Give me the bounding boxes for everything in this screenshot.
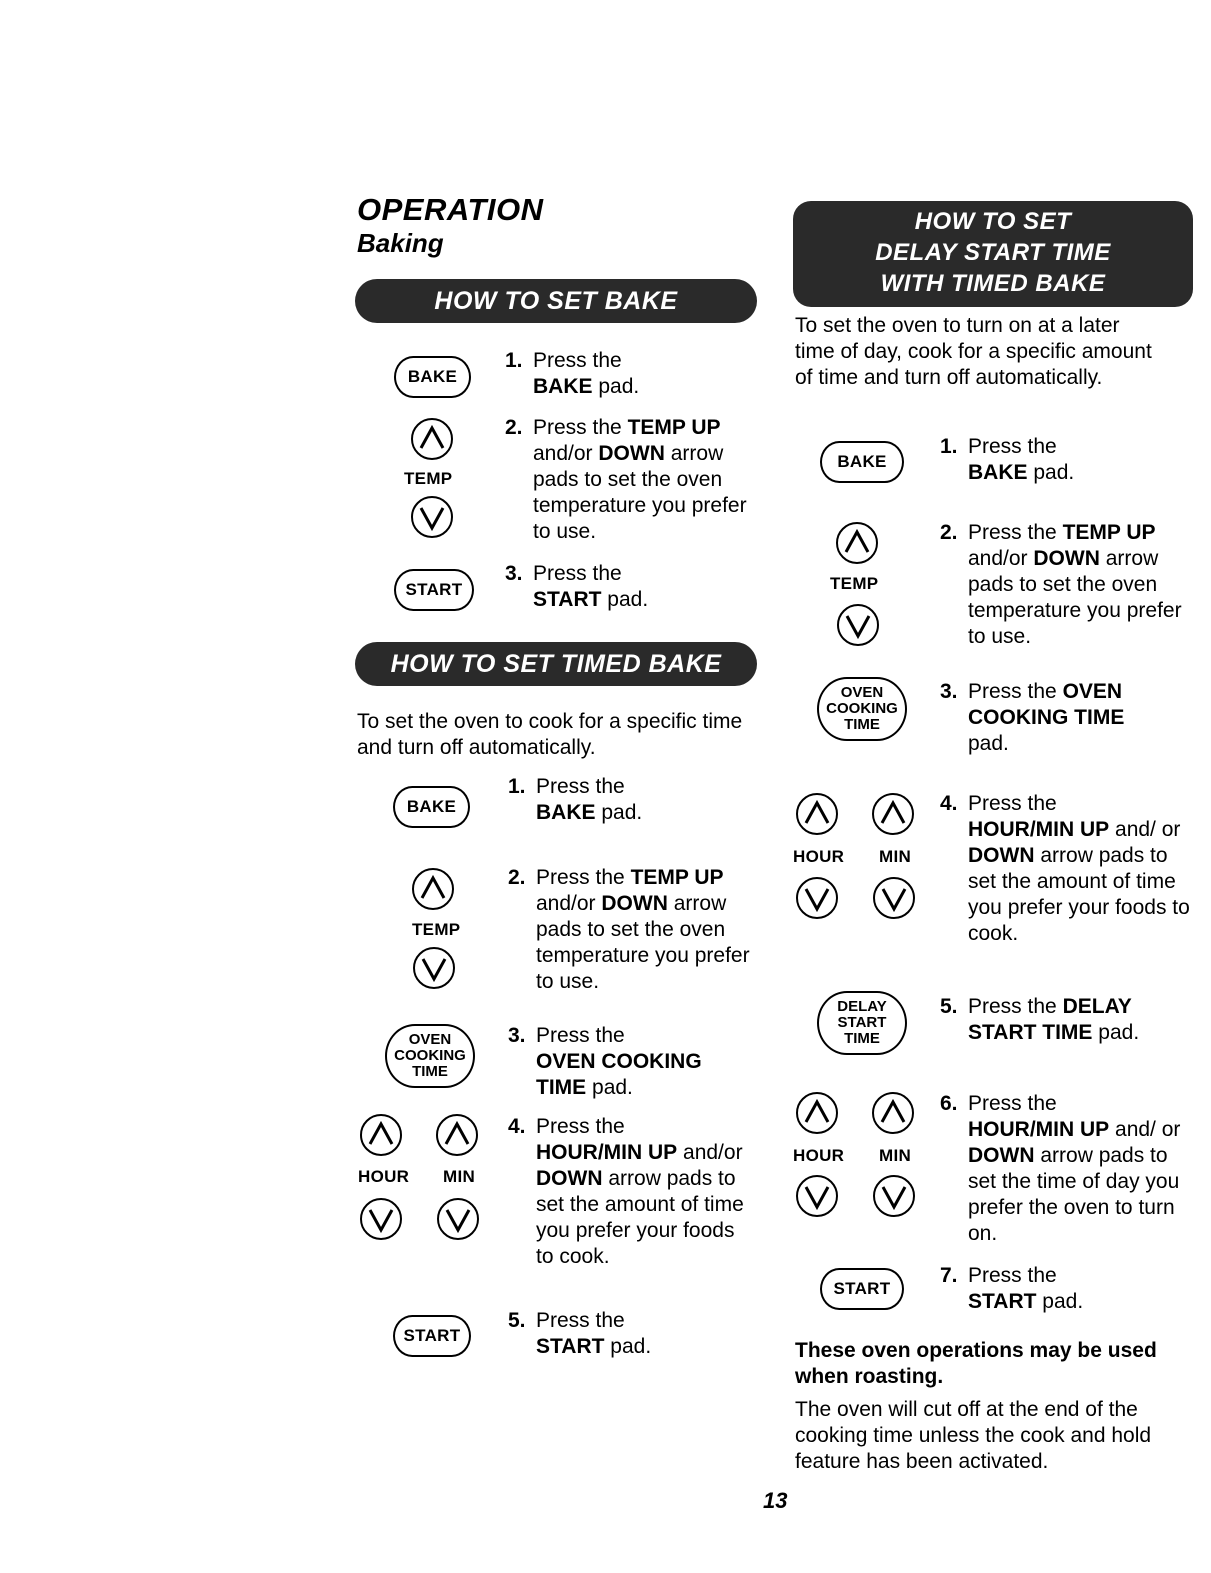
step-number: 2. — [508, 866, 526, 889]
step-post: pad. — [1042, 1290, 1084, 1313]
step-number: 5. — [940, 995, 958, 1018]
step-strong: DELAY START TIME — [968, 995, 1132, 1044]
delay-start-intro: To set the oven to turn on at a later time of day, cook for a specific amount of time and turn off automatically. — [795, 314, 1152, 389]
temp-up-arrow-icon — [411, 418, 453, 460]
timed-bake-banner: HOW TO SET TIMED BAKE — [355, 642, 757, 686]
step-number: 7. — [940, 1264, 958, 1287]
pad-line: TIME — [412, 1063, 448, 1080]
bake-pad-icon: BAKE — [820, 441, 904, 483]
step-strong-1: TEMP UP — [1062, 521, 1156, 544]
temp-label: TEMP — [404, 469, 453, 488]
step-pre: Press the — [536, 1115, 625, 1138]
hour-up-arrow-icon — [796, 1092, 838, 1134]
banner-line: WITH TIMED BAKE — [880, 270, 1106, 297]
min-down-arrow-icon — [873, 877, 915, 919]
timed-bake-step-5 — [508, 1308, 753, 1360]
step-post: arrow pads to set the oven temperature you prefer to use. — [533, 442, 747, 543]
timed-bake-step-1 — [508, 774, 758, 826]
step-number: 5. — [508, 1309, 526, 1332]
temp-down-arrow-icon — [411, 496, 453, 538]
step-strong: BAKE — [533, 375, 593, 398]
hour-label: HOUR — [793, 1146, 845, 1165]
step-pre: Press the — [536, 775, 625, 798]
hour-down-arrow-icon — [796, 877, 838, 919]
step-strong: START — [536, 1335, 605, 1358]
start-pad-icon: START — [393, 1315, 471, 1357]
oven-cooking-time-pad-icon — [385, 1024, 475, 1088]
set-bake-step-1 — [505, 348, 760, 400]
min-up-arrow-icon — [872, 1092, 914, 1134]
step-post: arrow pads to set the oven temperature you prefer to use. — [968, 547, 1182, 648]
step-number: 4. — [508, 1115, 526, 1138]
set-bake-step-2 — [505, 415, 750, 545]
set-bake-banner: HOW TO SET BAKE — [355, 279, 757, 323]
step-strong-2: DOWN — [601, 892, 668, 915]
min-down-arrow-icon — [873, 1175, 915, 1217]
step-strong-1: HOUR/MIN UP — [536, 1141, 678, 1164]
delay-start-step-3 — [940, 679, 1160, 757]
step-mid: and/or — [968, 547, 1028, 570]
pad-line: DELAY — [837, 998, 887, 1015]
step-strong-1: TEMP UP — [630, 866, 724, 889]
section-title: OPERATION — [357, 192, 544, 227]
delay-start-step-4 — [940, 791, 1190, 947]
temp-down-arrow-icon — [413, 947, 455, 989]
pad-line: TIME — [844, 1030, 880, 1047]
step-pre: Press the — [533, 416, 622, 439]
step-number: 1. — [508, 775, 526, 798]
step-post: pad. — [1098, 1021, 1140, 1044]
step-pre: Press the — [533, 349, 622, 372]
step-mid: and/or — [683, 1141, 743, 1164]
step-pre: Press the — [533, 562, 622, 585]
step-number: 3. — [508, 1024, 526, 1047]
step-number: 1. — [940, 435, 958, 458]
step-number: 4. — [940, 792, 958, 815]
temp-up-arrow-icon — [412, 868, 454, 910]
timed-bake-step-4 — [508, 1114, 753, 1270]
step-post: pad. — [592, 1076, 633, 1099]
roasting-note-title: These oven operations may be used when roasting. — [795, 1339, 1157, 1388]
temp-up-arrow-icon — [836, 522, 878, 564]
step-strong: OVEN COOKING TIME — [968, 680, 1125, 729]
step-post: arrow pads to set the time of day you prefer the oven to turn on. — [968, 1144, 1180, 1245]
pad-line: OVEN — [840, 684, 884, 701]
step-number: 1. — [505, 349, 523, 372]
step-strong: BAKE — [968, 461, 1028, 484]
banner-line: HOW TO SET — [914, 208, 1072, 235]
min-up-arrow-icon — [436, 1114, 478, 1156]
min-down-arrow-icon — [437, 1198, 479, 1240]
step-strong-2: DOWN — [536, 1167, 603, 1190]
min-label: MIN — [879, 847, 912, 866]
delay-start-banner — [793, 201, 1193, 307]
delay-start-step-6 — [940, 1091, 1190, 1247]
delay-start-step-2 — [940, 520, 1190, 650]
step-post: pad. — [598, 375, 640, 398]
min-label: MIN — [443, 1167, 476, 1186]
timed-bake-step-3 — [508, 1023, 753, 1101]
step-pre: Press the — [968, 680, 1057, 703]
banner-line: DELAY START TIME — [875, 239, 1111, 266]
step-post: arrow pads to set the oven temperature you prefer to use. — [536, 892, 750, 993]
pad-line: START — [837, 1014, 887, 1031]
temp-label: TEMP — [830, 574, 879, 593]
step-strong-2: DOWN — [968, 1144, 1035, 1167]
hour-down-arrow-icon — [796, 1175, 838, 1217]
page-number: 13 — [763, 1488, 788, 1513]
step-mid: and/ or — [1115, 1118, 1181, 1141]
step-strong-2: DOWN — [1033, 547, 1100, 570]
start-pad-icon: START — [820, 1268, 904, 1310]
step-number: 3. — [940, 680, 958, 703]
step-strong-1: HOUR/MIN UP — [968, 818, 1110, 841]
step-post: pad. — [607, 588, 649, 611]
step-post: arrow pads to set the amount of time you prefer your foods to cook. — [968, 844, 1190, 945]
step-pre: Press the — [536, 1309, 625, 1332]
temp-label: TEMP — [412, 920, 461, 939]
step-pre: Press the — [536, 866, 625, 889]
step-strong: BAKE — [536, 801, 596, 824]
pad-line: COOKING — [394, 1047, 466, 1064]
step-strong-2: DOWN — [968, 844, 1035, 867]
step-strong-2: DOWN — [598, 442, 665, 465]
step-post: pad. — [1033, 461, 1075, 484]
step-strong-1: HOUR/MIN UP — [968, 1118, 1110, 1141]
step-number: 2. — [940, 521, 958, 544]
step-number: 6. — [940, 1092, 958, 1115]
roasting-note-body: The oven will cut off at the end of the cooking time unless the cook and hold feature has been activated. — [795, 1398, 1152, 1473]
oven-cooking-time-pad-icon — [817, 677, 907, 741]
step-mid: and/ or — [1115, 818, 1181, 841]
step-strong: START — [968, 1290, 1037, 1313]
pad-line: TIME — [844, 716, 880, 733]
step-strong-1: TEMP UP — [627, 416, 721, 439]
timed-bake-step-2 — [508, 865, 753, 995]
min-label: MIN — [879, 1146, 912, 1165]
hour-up-arrow-icon — [360, 1114, 402, 1156]
hour-up-arrow-icon — [796, 793, 838, 835]
hour-label: HOUR — [793, 847, 845, 866]
min-up-arrow-icon — [872, 793, 914, 835]
step-mid: and/or — [533, 442, 593, 465]
step-mid: and/or — [536, 892, 596, 915]
step-post: pad. — [610, 1335, 652, 1358]
step-pre: Press the — [968, 1092, 1057, 1115]
bake-pad-icon: BAKE — [394, 356, 471, 398]
step-post: arrow pads to set the amount of time you prefer your foods to cook. — [536, 1167, 744, 1268]
set-bake-step-3 — [505, 561, 750, 613]
timed-bake-intro: To set the oven to cook for a specific time and turn off automatically. — [357, 710, 743, 759]
step-pre: Press the — [968, 1264, 1057, 1287]
step-pre: Press the — [968, 521, 1057, 544]
delay-start-step-5 — [940, 994, 1180, 1046]
step-number: 2. — [505, 416, 523, 439]
step-pre: Press the — [536, 1024, 625, 1047]
delay-start-step-1 — [940, 434, 1190, 486]
step-strong: START — [533, 588, 602, 611]
step-number: 3. — [505, 562, 523, 585]
bake-pad-icon: BAKE — [393, 786, 470, 828]
step-strong: OVEN COOKING TIME — [536, 1050, 702, 1099]
delay-start-time-pad-icon — [817, 991, 907, 1055]
hour-label: HOUR — [358, 1167, 410, 1186]
pad-line: COOKING — [826, 700, 898, 717]
pad-line: OVEN — [408, 1031, 452, 1048]
step-pre: Press the — [968, 792, 1057, 815]
step-pre: Press the — [968, 435, 1057, 458]
hour-down-arrow-icon — [360, 1198, 402, 1240]
delay-start-step-7 — [940, 1263, 1190, 1315]
step-post: pad. — [601, 801, 643, 824]
start-pad-icon: START — [394, 569, 474, 611]
step-post: pad. — [968, 732, 1009, 755]
temp-down-arrow-icon — [837, 604, 879, 646]
step-pre: Press the — [968, 995, 1057, 1018]
subsection-title: Baking — [357, 228, 444, 258]
